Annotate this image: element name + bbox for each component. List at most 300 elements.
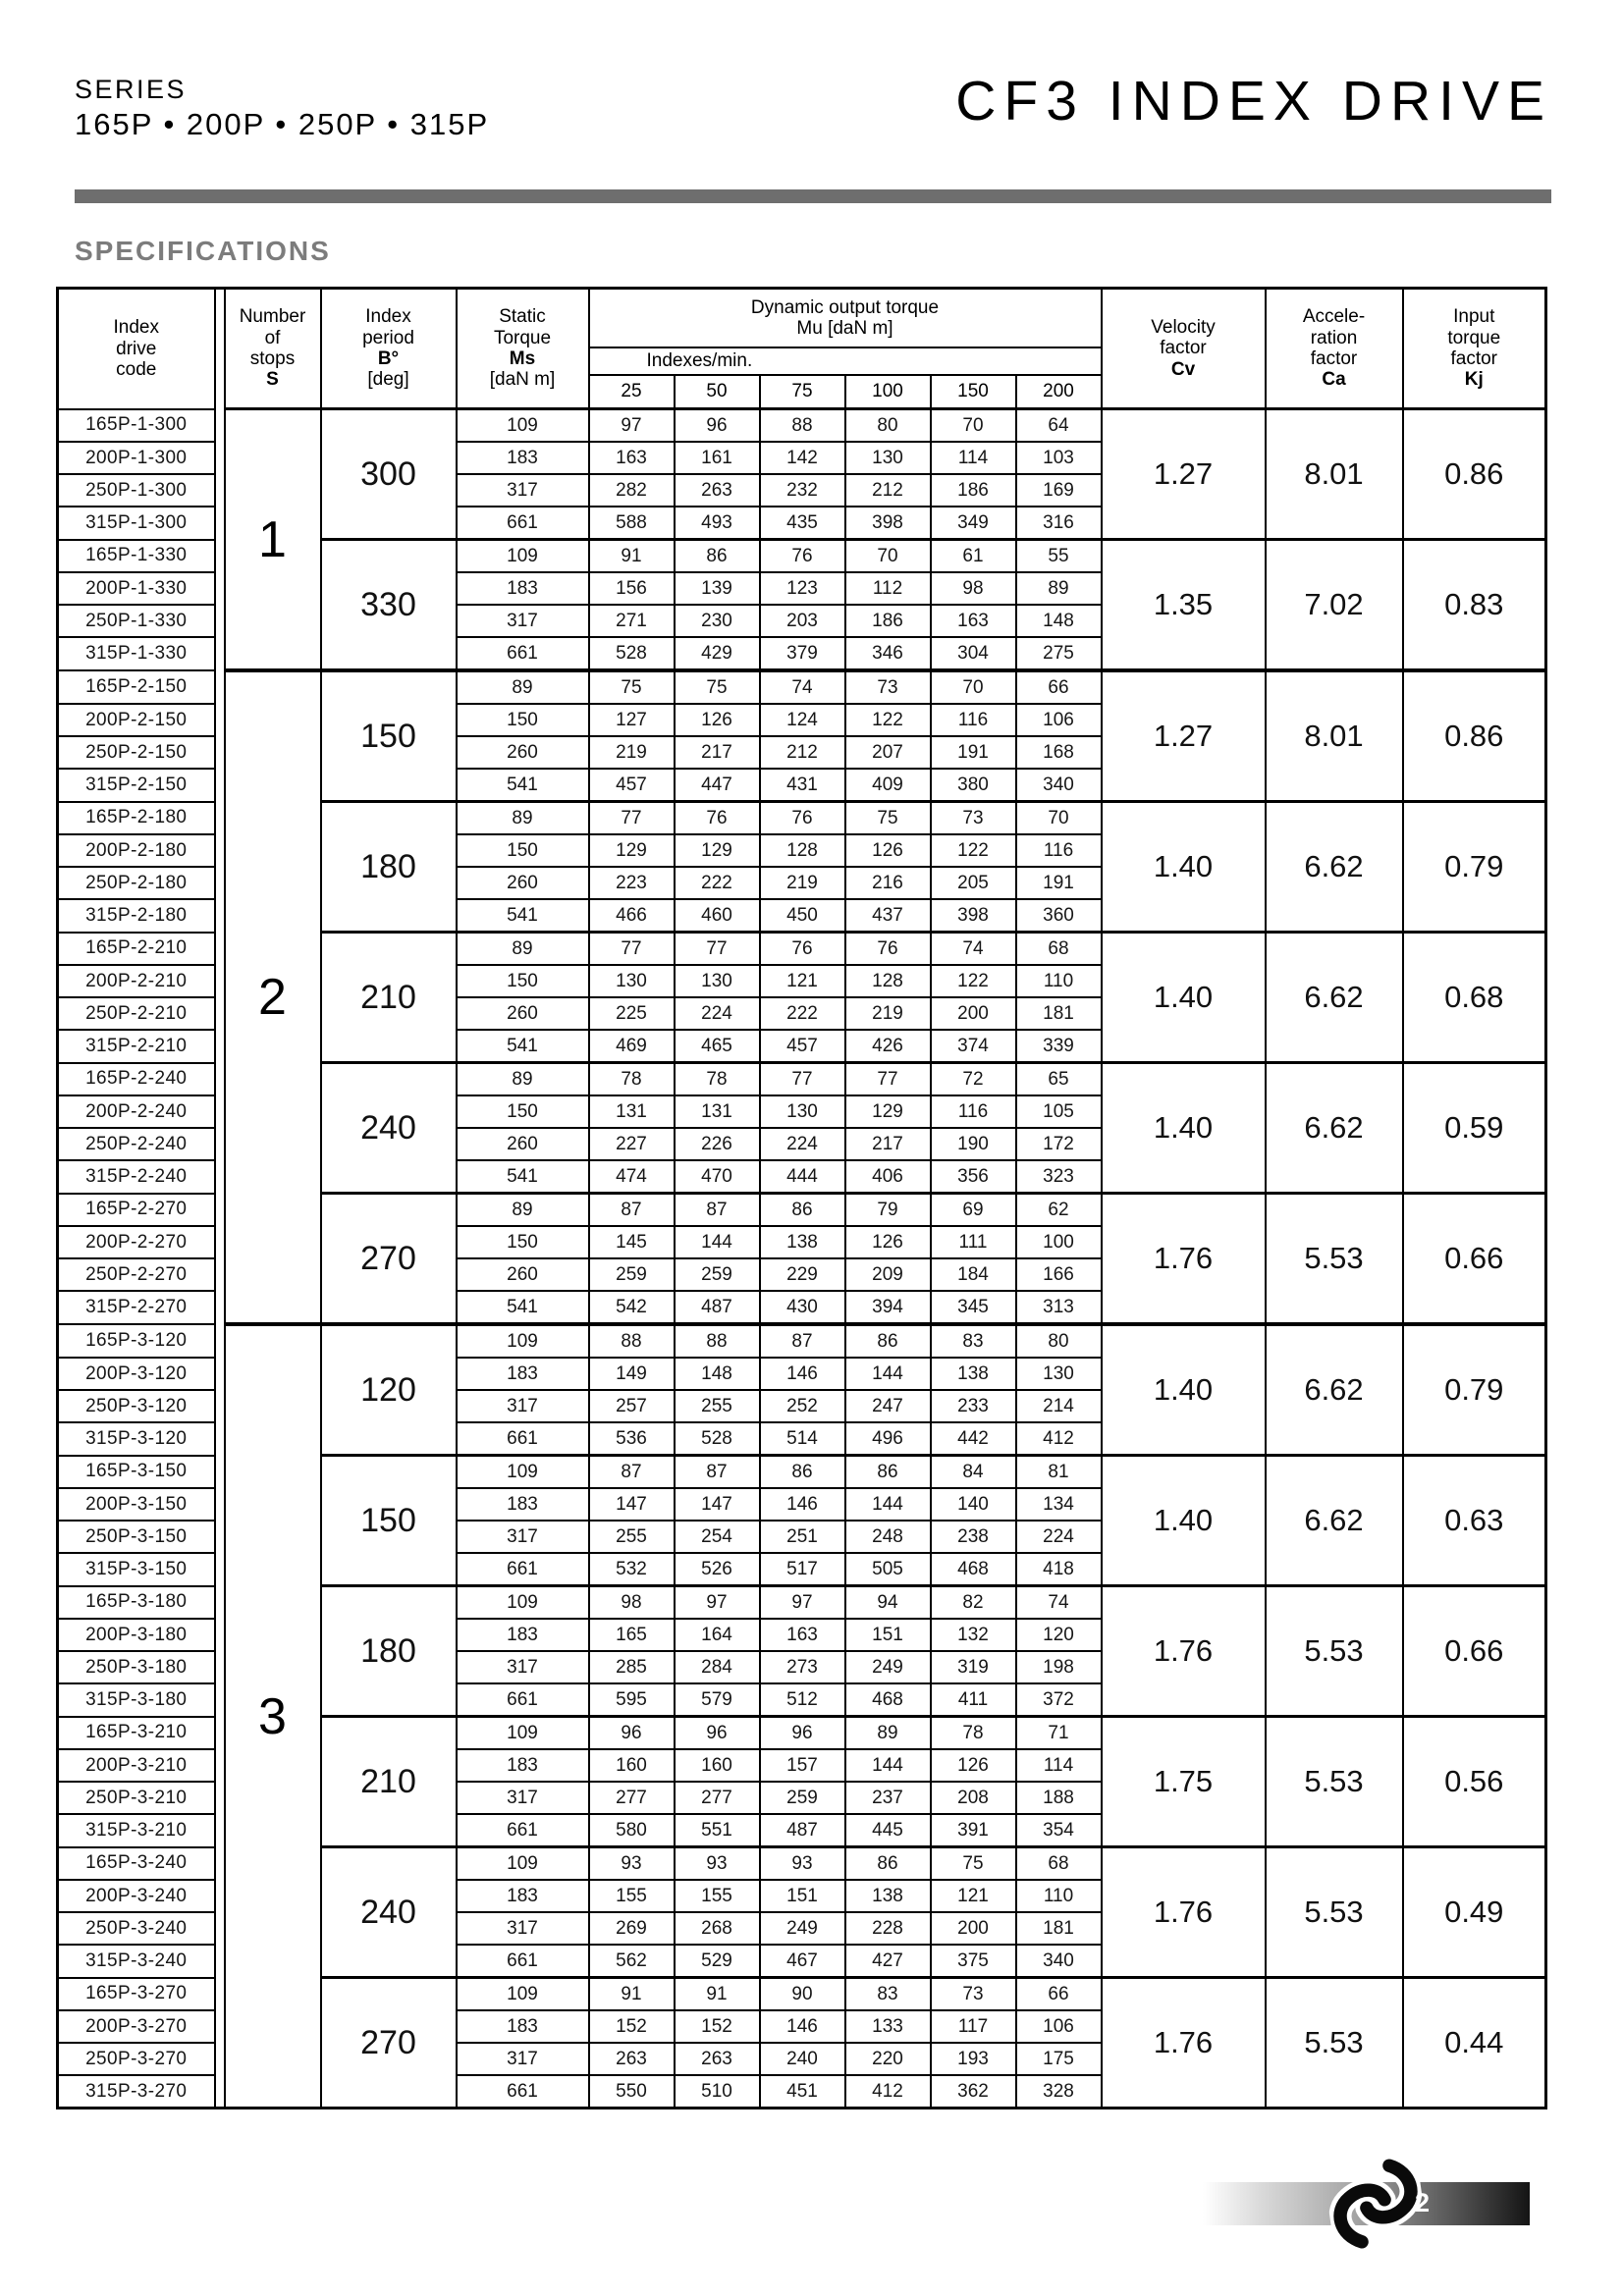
cell-mu-100: 138 <box>845 1880 931 1912</box>
column-gap <box>215 1847 225 1881</box>
cell-mu-25: 156 <box>589 572 675 605</box>
cell-mu-25: 149 <box>589 1358 675 1390</box>
cell-index-drive-code: 250P-3-150 <box>58 1521 215 1553</box>
cell-static-torque: 317 <box>457 1521 589 1553</box>
cell-index-drive-code: 315P-2-240 <box>58 1160 215 1194</box>
cell-index-drive-code: 165P-2-270 <box>58 1194 215 1227</box>
cell-velocity-factor: 1.40 <box>1102 1324 1266 1456</box>
column-gap <box>215 1422 225 1456</box>
cell-acceleration-factor: 6.62 <box>1266 802 1403 933</box>
cell-mu-100: 75 <box>845 802 931 835</box>
cell-mu-75: 74 <box>760 670 845 704</box>
cell-mu-200: 68 <box>1016 933 1102 966</box>
column-gap <box>215 1978 225 2011</box>
cell-mu-200: 412 <box>1016 1422 1102 1456</box>
cell-static-torque: 183 <box>457 442 589 474</box>
cell-mu-100: 237 <box>845 1782 931 1814</box>
cell-acceleration-factor: 8.01 <box>1266 409 1403 540</box>
cell-mu-25: 542 <box>589 1291 675 1324</box>
cell-mu-150: 238 <box>931 1521 1016 1553</box>
column-gap <box>215 1880 225 1912</box>
cell-mu-75: 76 <box>760 933 845 966</box>
cell-mu-75: 517 <box>760 1553 845 1586</box>
footer-bar <box>1203 2182 1530 2225</box>
cell-static-torque: 541 <box>457 1160 589 1194</box>
cell-static-torque: 183 <box>457 1619 589 1651</box>
cell-mu-100: 186 <box>845 605 931 637</box>
cell-index-drive-code: 250P-3-180 <box>58 1651 215 1683</box>
cell-mu-150: 349 <box>931 507 1016 540</box>
cell-static-torque: 260 <box>457 997 589 1030</box>
cell-mu-50: 528 <box>675 1422 760 1456</box>
cell-mu-75: 203 <box>760 605 845 637</box>
cell-mu-150: 138 <box>931 1358 1016 1390</box>
cell-mu-75: 146 <box>760 2010 845 2043</box>
cell-mu-150: 391 <box>931 1814 1016 1847</box>
cell-mu-150: 72 <box>931 1063 1016 1096</box>
cell-static-torque: 109 <box>457 1456 589 1489</box>
column-gap <box>215 1160 225 1194</box>
column-gap <box>215 1619 225 1651</box>
col-header-number-of-stops: Number of stops S <box>225 289 321 409</box>
cell-static-torque: 183 <box>457 2010 589 2043</box>
cell-index-drive-code: 165P-2-180 <box>58 802 215 835</box>
cell-mu-50: 487 <box>675 1291 760 1324</box>
cell-mu-150: 345 <box>931 1291 1016 1324</box>
series-label: SERIES <box>75 75 188 104</box>
column-gap <box>215 867 225 899</box>
cell-mu-50: 129 <box>675 834 760 867</box>
cell-mu-25: 595 <box>589 1683 675 1717</box>
cell-static-torque: 661 <box>457 637 589 670</box>
cell-mu-100: 86 <box>845 1456 931 1489</box>
cell-mu-200: 65 <box>1016 1063 1102 1096</box>
cell-acceleration-factor: 6.62 <box>1266 1324 1403 1456</box>
cell-mu-150: 84 <box>931 1456 1016 1489</box>
cell-mu-150: 122 <box>931 834 1016 867</box>
cell-mu-100: 346 <box>845 637 931 670</box>
column-gap <box>215 670 225 704</box>
cell-mu-200: 66 <box>1016 670 1102 704</box>
cell-index-drive-code: 315P-3-180 <box>58 1683 215 1717</box>
cell-mu-50: 529 <box>675 1945 760 1978</box>
cell-mu-200: 66 <box>1016 1978 1102 2011</box>
cell-index-drive-code: 165P-3-270 <box>58 1978 215 2011</box>
cell-static-torque: 317 <box>457 1651 589 1683</box>
cell-acceleration-factor: 6.62 <box>1266 1456 1403 1586</box>
cell-static-torque: 109 <box>457 540 589 573</box>
cell-mu-75: 77 <box>760 1063 845 1096</box>
cell-static-torque: 89 <box>457 1194 589 1227</box>
cell-mu-150: 362 <box>931 2075 1016 2109</box>
cell-index-drive-code: 250P-2-150 <box>58 736 215 769</box>
cell-index-period: 240 <box>321 1847 457 1978</box>
cell-index-drive-code: 200P-3-180 <box>58 1619 215 1651</box>
cell-index-period: 150 <box>321 1456 457 1586</box>
cell-mu-200: 313 <box>1016 1291 1102 1324</box>
col-header-dynamic-output-torque: Dynamic output torque Mu [daN m] <box>589 289 1102 348</box>
col-header-input-torque-factor: Input torque factor Kj <box>1403 289 1546 409</box>
cell-mu-75: 512 <box>760 1683 845 1717</box>
cell-mu-25: 78 <box>589 1063 675 1096</box>
cell-mu-75: 252 <box>760 1390 845 1422</box>
cell-mu-150: 69 <box>931 1194 1016 1227</box>
cell-mu-200: 106 <box>1016 704 1102 736</box>
cell-mu-25: 91 <box>589 540 675 573</box>
cell-mu-25: 466 <box>589 899 675 933</box>
cell-mu-100: 398 <box>845 507 931 540</box>
cell-mu-100: 505 <box>845 1553 931 1586</box>
cell-mu-100: 207 <box>845 736 931 769</box>
column-gap <box>215 834 225 867</box>
cell-mu-150: 200 <box>931 997 1016 1030</box>
cell-mu-200: 55 <box>1016 540 1102 573</box>
cell-mu-150: 163 <box>931 605 1016 637</box>
column-gap <box>215 1945 225 1978</box>
cell-static-torque: 183 <box>457 1749 589 1782</box>
cell-mu-100: 209 <box>845 1258 931 1291</box>
cell-static-torque: 661 <box>457 1683 589 1717</box>
cell-mu-50: 493 <box>675 507 760 540</box>
column-gap <box>215 899 225 933</box>
cell-index-drive-code: 165P-2-150 <box>58 670 215 704</box>
cell-mu-100: 216 <box>845 867 931 899</box>
cell-mu-200: 64 <box>1016 409 1102 443</box>
cell-mu-25: 271 <box>589 605 675 637</box>
cell-mu-75: 212 <box>760 736 845 769</box>
cell-index-drive-code: 165P-3-240 <box>58 1847 215 1881</box>
cell-index-period: 210 <box>321 933 457 1063</box>
cell-acceleration-factor: 7.02 <box>1266 540 1403 671</box>
cell-mu-100: 496 <box>845 1422 931 1456</box>
column-gap <box>215 1651 225 1683</box>
cell-index-period: 150 <box>321 670 457 802</box>
cell-mu-200: 172 <box>1016 1128 1102 1160</box>
cell-velocity-factor: 1.76 <box>1102 1847 1266 1978</box>
cell-mu-75: 224 <box>760 1128 845 1160</box>
cell-mu-25: 550 <box>589 2075 675 2109</box>
cell-mu-25: 255 <box>589 1521 675 1553</box>
cell-mu-75: 87 <box>760 1324 845 1358</box>
cell-index-drive-code: 200P-1-300 <box>58 442 215 474</box>
cell-index-drive-code: 315P-3-270 <box>58 2075 215 2109</box>
cell-mu-50: 447 <box>675 769 760 802</box>
cell-mu-25: 219 <box>589 736 675 769</box>
cell-mu-100: 86 <box>845 1324 931 1358</box>
cell-mu-50: 465 <box>675 1030 760 1063</box>
cell-mu-100: 128 <box>845 965 931 997</box>
cell-mu-50: 130 <box>675 965 760 997</box>
cell-mu-150: 411 <box>931 1683 1016 1717</box>
cell-mu-100: 130 <box>845 442 931 474</box>
cell-mu-200: 354 <box>1016 1814 1102 1847</box>
cell-mu-75: 229 <box>760 1258 845 1291</box>
cell-mu-100: 80 <box>845 409 931 443</box>
cell-mu-50: 579 <box>675 1683 760 1717</box>
cell-mu-200: 214 <box>1016 1390 1102 1422</box>
cell-mu-75: 93 <box>760 1847 845 1881</box>
cell-mu-100: 228 <box>845 1912 931 1945</box>
cell-index-drive-code: 250P-2-210 <box>58 997 215 1030</box>
cell-mu-100: 89 <box>845 1717 931 1750</box>
cell-mu-200: 62 <box>1016 1194 1102 1227</box>
cell-index-period: 210 <box>321 1717 457 1847</box>
cell-mu-25: 163 <box>589 442 675 474</box>
cell-mu-75: 249 <box>760 1912 845 1945</box>
cell-mu-75: 457 <box>760 1030 845 1063</box>
column-gap <box>215 572 225 605</box>
cell-mu-100: 122 <box>845 704 931 736</box>
cell-mu-75: 130 <box>760 1095 845 1128</box>
cell-mu-150: 398 <box>931 899 1016 933</box>
cell-index-drive-code: 200P-3-150 <box>58 1488 215 1521</box>
cell-mu-50: 429 <box>675 637 760 670</box>
cell-mu-50: 222 <box>675 867 760 899</box>
cell-static-torque: 317 <box>457 474 589 507</box>
cell-static-torque: 89 <box>457 933 589 966</box>
cell-mu-50: 97 <box>675 1586 760 1620</box>
col-header-index-period: Index period B° [deg] <box>321 289 457 409</box>
cell-index-drive-code: 315P-2-180 <box>58 899 215 933</box>
column-gap <box>215 1717 225 1750</box>
column-gap <box>215 605 225 637</box>
cell-mu-100: 83 <box>845 1978 931 2011</box>
cell-index-drive-code: 200P-2-270 <box>58 1226 215 1258</box>
cell-mu-75: 124 <box>760 704 845 736</box>
cell-index-drive-code: 200P-2-150 <box>58 704 215 736</box>
column-gap <box>215 474 225 507</box>
cell-static-torque: 661 <box>457 1945 589 1978</box>
cell-mu-200: 103 <box>1016 442 1102 474</box>
column-gap <box>215 1782 225 1814</box>
cell-mu-200: 418 <box>1016 1553 1102 1586</box>
cell-index-drive-code: 165P-1-330 <box>58 540 215 573</box>
cell-index-drive-code: 315P-1-330 <box>58 637 215 670</box>
cell-mu-50: 76 <box>675 802 760 835</box>
cell-mu-75: 251 <box>760 1521 845 1553</box>
cell-mu-75: 435 <box>760 507 845 540</box>
column-gap <box>215 1521 225 1553</box>
cell-mu-75: 90 <box>760 1978 845 2011</box>
cell-mu-150: 186 <box>931 474 1016 507</box>
cell-mu-25: 225 <box>589 997 675 1030</box>
cell-mu-50: 152 <box>675 2010 760 2043</box>
cell-mu-25: 277 <box>589 1782 675 1814</box>
column-gap <box>215 1488 225 1521</box>
cell-mu-100: 248 <box>845 1521 931 1553</box>
column-gap <box>215 507 225 540</box>
cell-mu-200: 81 <box>1016 1456 1102 1489</box>
cell-mu-150: 83 <box>931 1324 1016 1358</box>
cell-mu-75: 97 <box>760 1586 845 1620</box>
cell-velocity-factor: 1.27 <box>1102 670 1266 802</box>
cell-static-torque: 541 <box>457 769 589 802</box>
cell-mu-200: 89 <box>1016 572 1102 605</box>
cell-number-of-stops: 1 <box>225 409 321 671</box>
column-gap <box>215 704 225 736</box>
cell-mu-150: 374 <box>931 1030 1016 1063</box>
cell-mu-75: 430 <box>760 1291 845 1324</box>
cell-mu-100: 144 <box>845 1749 931 1782</box>
cell-mu-50: 277 <box>675 1782 760 1814</box>
cell-static-torque: 109 <box>457 1847 589 1881</box>
cell-index-drive-code: 315P-3-120 <box>58 1422 215 1456</box>
cell-mu-100: 217 <box>845 1128 931 1160</box>
cell-mu-25: 155 <box>589 1880 675 1912</box>
cell-index-drive-code: 165P-3-120 <box>58 1324 215 1358</box>
cell-mu-100: 70 <box>845 540 931 573</box>
cell-static-torque: 260 <box>457 867 589 899</box>
cell-mu-25: 131 <box>589 1095 675 1128</box>
cell-mu-25: 97 <box>589 409 675 443</box>
cell-mu-75: 96 <box>760 1717 845 1750</box>
cell-mu-200: 198 <box>1016 1651 1102 1683</box>
cell-mu-150: 126 <box>931 1749 1016 1782</box>
cell-mu-200: 80 <box>1016 1324 1102 1358</box>
cell-mu-100: 144 <box>845 1358 931 1390</box>
cell-index-period: 300 <box>321 409 457 540</box>
cell-mu-150: 380 <box>931 769 1016 802</box>
cell-mu-25: 580 <box>589 1814 675 1847</box>
cell-index-drive-code: 250P-1-330 <box>58 605 215 637</box>
cell-mu-75: 163 <box>760 1619 845 1651</box>
cell-index-drive-code: 200P-2-240 <box>58 1095 215 1128</box>
cell-index-period: 180 <box>321 1586 457 1717</box>
cell-mu-25: 77 <box>589 933 675 966</box>
cell-index-drive-code: 315P-3-210 <box>58 1814 215 1847</box>
cell-static-torque: 109 <box>457 1324 589 1358</box>
cell-velocity-factor: 1.27 <box>1102 409 1266 540</box>
column-gap <box>215 637 225 670</box>
cell-static-torque: 541 <box>457 1030 589 1063</box>
cell-mu-50: 255 <box>675 1390 760 1422</box>
cell-static-torque: 89 <box>457 670 589 704</box>
cell-mu-50: 78 <box>675 1063 760 1096</box>
cell-mu-25: 474 <box>589 1160 675 1194</box>
cell-mu-25: 227 <box>589 1128 675 1160</box>
cell-mu-150: 356 <box>931 1160 1016 1194</box>
cell-mu-25: 532 <box>589 1553 675 1586</box>
col-header-index-25: 25 <box>589 375 675 409</box>
column-gap <box>215 1390 225 1422</box>
cell-mu-75: 146 <box>760 1488 845 1521</box>
cell-index-drive-code: 200P-3-240 <box>58 1880 215 1912</box>
cell-mu-50: 164 <box>675 1619 760 1651</box>
cell-mu-150: 468 <box>931 1553 1016 1586</box>
cell-acceleration-factor: 5.53 <box>1266 1586 1403 1717</box>
col-header-index-75: 75 <box>760 375 845 409</box>
cell-mu-200: 110 <box>1016 965 1102 997</box>
cell-mu-150: 116 <box>931 704 1016 736</box>
cell-mu-50: 144 <box>675 1226 760 1258</box>
cell-mu-200: 105 <box>1016 1095 1102 1128</box>
cell-index-drive-code: 165P-3-150 <box>58 1456 215 1489</box>
cell-mu-100: 77 <box>845 1063 931 1096</box>
cell-mu-200: 68 <box>1016 1847 1102 1881</box>
col-header-indexes-per-min: Indexes/min. <box>589 347 1102 375</box>
cell-mu-150: 193 <box>931 2043 1016 2075</box>
cell-mu-50: 96 <box>675 409 760 443</box>
cell-mu-100: 73 <box>845 670 931 704</box>
column-gap <box>215 1749 225 1782</box>
cell-index-drive-code: 165P-3-210 <box>58 1717 215 1750</box>
cell-mu-75: 450 <box>760 899 845 933</box>
cell-static-torque: 317 <box>457 1912 589 1945</box>
cell-input-torque-factor: 0.86 <box>1403 670 1546 802</box>
cell-index-drive-code: 315P-3-150 <box>58 1553 215 1586</box>
cell-input-torque-factor: 0.66 <box>1403 1586 1546 1717</box>
cell-index-drive-code: 200P-2-180 <box>58 834 215 867</box>
cell-mu-50: 284 <box>675 1651 760 1683</box>
cell-mu-200: 100 <box>1016 1226 1102 1258</box>
cell-mu-25: 223 <box>589 867 675 899</box>
cell-mu-200: 70 <box>1016 802 1102 835</box>
cell-velocity-factor: 1.40 <box>1102 933 1266 1063</box>
cell-mu-25: 152 <box>589 2010 675 2043</box>
cell-mu-100: 126 <box>845 834 931 867</box>
cell-mu-75: 128 <box>760 834 845 867</box>
cell-mu-75: 379 <box>760 637 845 670</box>
cell-mu-150: 122 <box>931 965 1016 997</box>
cell-index-drive-code: 165P-2-210 <box>58 933 215 966</box>
cell-mu-75: 273 <box>760 1651 845 1683</box>
cell-mu-200: 340 <box>1016 1945 1102 1978</box>
cell-index-drive-code: 165P-3-180 <box>58 1586 215 1620</box>
cell-mu-150: 75 <box>931 1847 1016 1881</box>
cell-mu-150: 116 <box>931 1095 1016 1128</box>
cell-mu-200: 114 <box>1016 1749 1102 1782</box>
cell-mu-100: 220 <box>845 2043 931 2075</box>
cell-mu-25: 165 <box>589 1619 675 1651</box>
cell-mu-150: 319 <box>931 1651 1016 1683</box>
column-gap <box>215 1128 225 1160</box>
cell-mu-100: 468 <box>845 1683 931 1717</box>
col-header-index-150: 150 <box>931 375 1016 409</box>
cell-mu-50: 86 <box>675 540 760 573</box>
column-gap <box>215 1063 225 1096</box>
cell-mu-150: 200 <box>931 1912 1016 1945</box>
cell-mu-200: 106 <box>1016 2010 1102 2043</box>
cell-mu-25: 145 <box>589 1226 675 1258</box>
cell-mu-150: 117 <box>931 2010 1016 2043</box>
cell-mu-75: 86 <box>760 1194 845 1227</box>
cell-mu-50: 87 <box>675 1194 760 1227</box>
col-header-index-drive-code: Index drive code <box>58 289 215 409</box>
cell-static-torque: 317 <box>457 2043 589 2075</box>
column-gap <box>215 2075 225 2109</box>
cell-mu-75: 76 <box>760 802 845 835</box>
cell-index-period: 120 <box>321 1324 457 1456</box>
cell-mu-150: 375 <box>931 1945 1016 1978</box>
cell-mu-25: 88 <box>589 1324 675 1358</box>
cell-mu-150: 70 <box>931 670 1016 704</box>
cell-mu-150: 70 <box>931 409 1016 443</box>
cell-mu-50: 75 <box>675 670 760 704</box>
cell-mu-50: 160 <box>675 1749 760 1782</box>
cell-static-torque: 89 <box>457 1063 589 1096</box>
cell-mu-75: 222 <box>760 997 845 1030</box>
cell-static-torque: 150 <box>457 1095 589 1128</box>
cell-number-of-stops: 2 <box>225 670 321 1324</box>
cell-mu-50: 93 <box>675 1847 760 1881</box>
cell-static-torque: 260 <box>457 736 589 769</box>
cell-static-torque: 150 <box>457 704 589 736</box>
cell-mu-25: 130 <box>589 965 675 997</box>
cell-input-torque-factor: 0.83 <box>1403 540 1546 671</box>
cell-mu-100: 409 <box>845 769 931 802</box>
cell-acceleration-factor: 5.53 <box>1266 1978 1403 2109</box>
cell-mu-200: 175 <box>1016 2043 1102 2075</box>
